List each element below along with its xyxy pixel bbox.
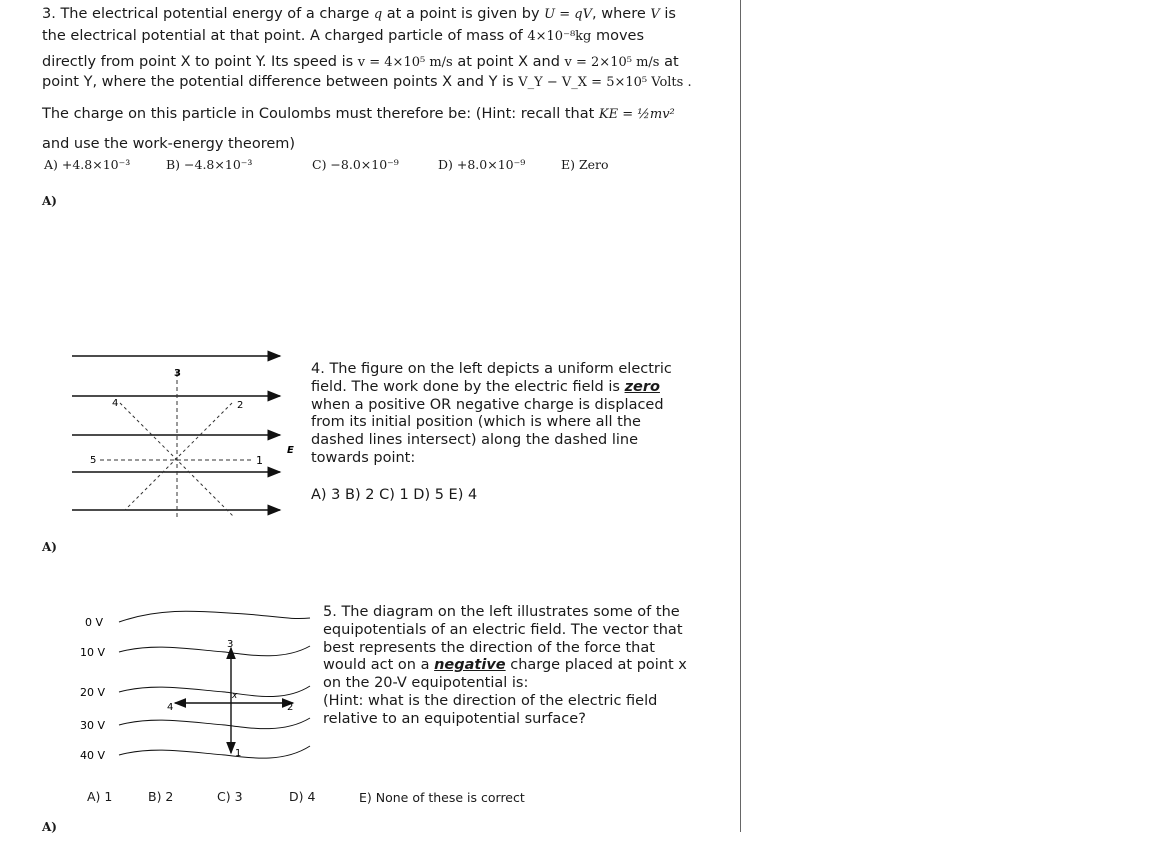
- equipotential-10v: [119, 646, 310, 656]
- point-label-1: 1: [256, 454, 263, 467]
- volt-label-10: 10 V: [80, 646, 106, 659]
- q5-choice-d: D) 4: [289, 789, 316, 804]
- q3-line-6: and use the work-energy theorem): [42, 136, 296, 152]
- q3-choice-a: A) +4.8×10⁻³: [44, 157, 131, 172]
- dashed-diagonal-up: [125, 403, 232, 510]
- q5-choice-e: E) None of these is correct: [359, 790, 525, 805]
- point-label-5: 5: [90, 455, 97, 466]
- q5-equipotential-diagram: [75, 598, 335, 773]
- vector-label-1: 1: [235, 748, 242, 759]
- q3-choice-b: B) −4.8×10⁻³: [166, 157, 253, 172]
- q3-answer: A): [42, 194, 57, 208]
- page-right-border: [740, 0, 741, 832]
- equipotential-40v: [119, 746, 310, 758]
- q4-choices: A) 3 B) 2 C) 1 D) 5 E) 4: [311, 487, 478, 503]
- volt-label-20: 20 V: [80, 686, 106, 699]
- q3-choice-e: E) Zero: [561, 157, 609, 172]
- q3-line-4: point Y, where the potential difference between points X and Y is V_Y − V_X = 5×10⁵ Volts .: [42, 74, 692, 90]
- point-x-label: x: [232, 691, 238, 701]
- volt-label-30: 30 V: [80, 719, 106, 732]
- q4-answer: A): [42, 540, 57, 554]
- q5-negative-emphasis: negative: [434, 657, 506, 674]
- vector-label-2: 2: [287, 702, 294, 713]
- q5-answer: A): [42, 820, 57, 834]
- q5-choice-c: C) 3: [217, 789, 243, 804]
- field-label-e: E: [287, 445, 294, 456]
- q3-choice-d: D) +8.0×10⁻⁹: [438, 157, 526, 172]
- equipotential-30v: [119, 718, 310, 729]
- q4-field-diagram: [70, 345, 310, 525]
- vector-label-3: 3: [227, 639, 234, 650]
- q4-zero-emphasis: zero: [624, 378, 660, 395]
- q3-line-5: The charge on this particle in Coulombs must therefore be: (Hint: recall that KE = ½mv²: [42, 106, 675, 122]
- q3-line-1: 3. The electrical potential energy of a charge q at a point is given by U = qV, where V is: [42, 6, 676, 22]
- q5-choice-a: A) 1: [87, 789, 113, 804]
- q5-choice-b: B) 2: [148, 789, 174, 804]
- point-label-3: 3: [174, 368, 181, 379]
- q3-choice-c: C) −8.0×10⁻⁹: [312, 157, 399, 172]
- vector-label-4: 4: [167, 702, 174, 713]
- volt-label-40: 40 V: [80, 749, 106, 762]
- q3-line-2: the electrical potential at that point. A charged particle of mass of 4×10⁻⁸kg moves: [42, 28, 645, 44]
- q5-text: 5. The diagram on the left illustrates some of the equipotentials of an electric field. The vector that best represents the direction of the force that would act on a negative charge placed at point x on the 20-V equipotential is: (Hint: what is the direction of the electric field relative to an equipotential surface?: [323, 604, 687, 727]
- equipotential-20v: [119, 686, 310, 697]
- volt-label-0: 0 V: [85, 616, 104, 629]
- point-label-2: 2: [237, 400, 244, 411]
- q4-text: 4. The figure on the left depicts a uniform electric field. The work done by the electric field is zero when a positive OR negative charge is displaced from its initial position (which is where all the dashed lines intersect) along the dashed line towards point:: [311, 361, 672, 466]
- point-label-4: 4: [112, 398, 119, 409]
- q3-line-3: directly from point X to point Y. Its speed is v = 4×10⁵ m/s at point X and v = 2×10⁵ m/s at: [42, 54, 679, 70]
- equipotential-0v: [119, 611, 310, 622]
